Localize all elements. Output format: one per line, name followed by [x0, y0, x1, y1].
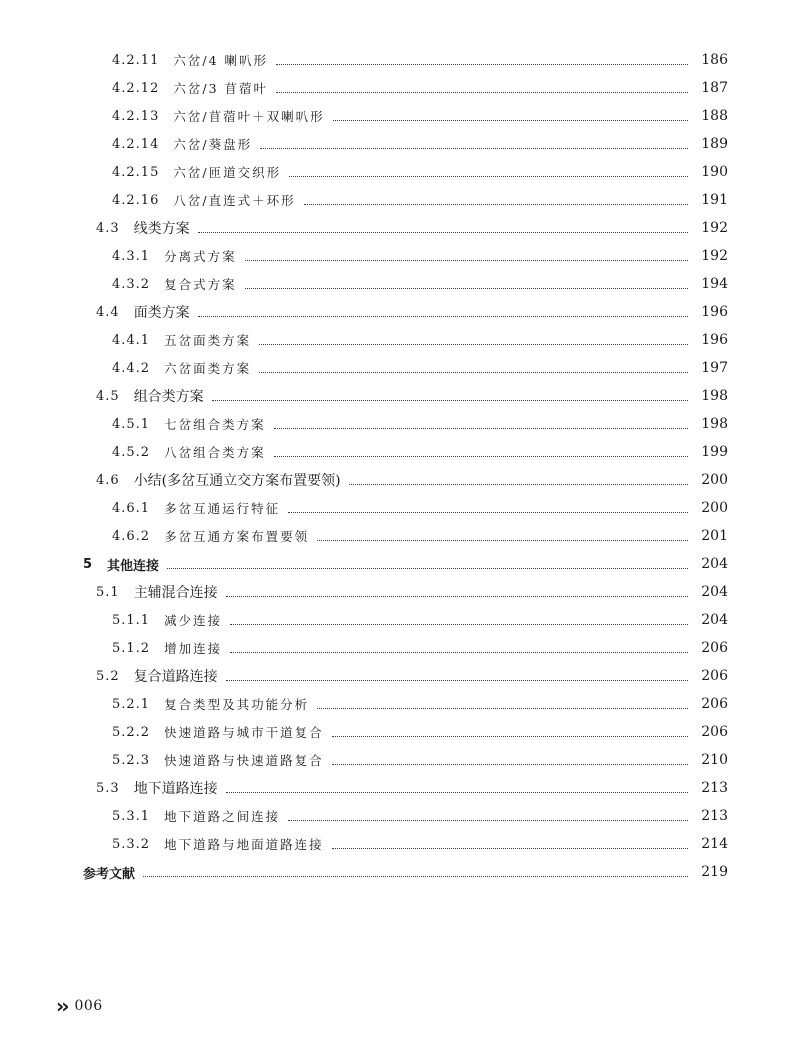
toc-entry-title: 六岔/匝道交织形 — [173, 165, 282, 180]
dot-leader — [289, 176, 688, 177]
toc-entry[interactable] — [0, 774, 790, 802]
dot-leader — [288, 512, 688, 513]
toc-entry-title: 参考文献 — [83, 866, 136, 882]
toc-entry-number: 5.3.2 — [112, 836, 151, 852]
toc-entry-title: 多岔互通运行特征 — [164, 501, 281, 516]
toc-entry[interactable] — [0, 354, 790, 382]
toc-entry-page: 206 — [701, 640, 728, 656]
toc-entry-title: 快速道路与快速道路复合 — [164, 753, 324, 768]
toc-entry-page: 190 — [701, 164, 728, 180]
page-footer — [56, 994, 103, 1018]
toc-entry-page: 199 — [701, 444, 728, 460]
toc-entry-title: 复合类型及其功能分析 — [164, 697, 310, 712]
toc-entry[interactable] — [0, 466, 790, 494]
toc-entry-number: 4.5 — [96, 388, 120, 404]
toc-entry[interactable] — [0, 802, 790, 830]
dot-leader — [245, 288, 688, 289]
dot-leader — [332, 848, 688, 849]
dot-leader — [198, 316, 688, 317]
toc-entry-title: 小结(多岔互通立交方案布置要领) — [133, 473, 341, 489]
toc-entry-number: 4.6 — [96, 472, 120, 488]
toc-entry-title: 其他连接 — [107, 558, 160, 574]
dot-leader — [245, 260, 688, 261]
toc-entry-number: 5.3 — [96, 780, 120, 796]
toc-entry-number: 4.2.11 — [112, 52, 160, 68]
toc-entry-title: 五岔面类方案 — [164, 333, 252, 348]
toc-entry[interactable] — [0, 578, 790, 606]
toc-entry[interactable] — [0, 410, 790, 438]
dot-leader — [349, 484, 688, 485]
dot-leader — [226, 680, 688, 681]
toc-entry-number: 4.2.16 — [112, 192, 160, 208]
dot-leader — [143, 876, 688, 877]
dot-leader — [276, 92, 688, 93]
toc-entry[interactable] — [0, 270, 790, 298]
dot-leader — [230, 652, 688, 653]
dot-leader — [260, 148, 688, 149]
toc-entry-page: 219 — [701, 864, 728, 880]
dot-leader — [259, 372, 688, 373]
toc-entry-title: 复合道路连接 — [133, 669, 218, 685]
dot-leader — [288, 820, 688, 821]
toc-entry-page: 189 — [701, 136, 728, 152]
toc-entry-page: 213 — [701, 808, 728, 824]
dot-leader — [332, 736, 688, 737]
toc-entry-number: 4.5.2 — [112, 444, 151, 460]
toc-entry-title: 地下道路之间连接 — [164, 809, 281, 824]
toc-entry-number: 5 — [83, 556, 94, 572]
toc-entry-number: 5.3.1 — [112, 808, 151, 824]
dot-leader — [274, 428, 688, 429]
toc-entry-number: 5.1.2 — [112, 640, 151, 656]
toc-entry-title: 多岔互通方案布置要领 — [164, 529, 310, 544]
toc-entry-title: 七岔组合类方案 — [164, 417, 266, 432]
toc-entry[interactable] — [0, 158, 790, 186]
toc-entry-title: 地下道路与地面道路连接 — [164, 837, 324, 852]
toc-entry-page: 192 — [701, 220, 728, 236]
toc-entry-page: 200 — [701, 472, 728, 488]
toc-entry-title: 减少连接 — [164, 613, 223, 628]
toc-entry[interactable] — [0, 606, 790, 634]
toc-entry-number: 4.2.12 — [112, 80, 160, 96]
toc-entry-title: 分离式方案 — [164, 249, 237, 264]
dot-leader — [167, 568, 688, 569]
toc-entry-title: 快速道路与城市干道复合 — [164, 725, 324, 740]
toc-entry-page: 196 — [701, 332, 728, 348]
toc-entry[interactable] — [0, 522, 790, 550]
page-number: 006 — [74, 998, 103, 1014]
dot-leader — [333, 120, 688, 121]
toc-entry[interactable] — [0, 214, 790, 242]
dot-leader — [276, 64, 688, 65]
toc-entry-title: 组合类方案 — [133, 389, 204, 405]
toc-entry-number: 4.2.13 — [112, 108, 160, 124]
toc-entry[interactable] — [0, 662, 790, 690]
toc-entry[interactable] — [0, 130, 790, 158]
toc-entry-number: 4.4.2 — [112, 360, 151, 376]
toc-entry[interactable] — [0, 46, 790, 74]
toc-entry[interactable] — [0, 718, 790, 746]
toc-entry-page: 188 — [701, 108, 728, 124]
toc-entry-page: 192 — [701, 248, 728, 264]
toc-entry-page: 187 — [701, 80, 728, 96]
toc-entry-page: 198 — [701, 388, 728, 404]
toc-entry[interactable] — [0, 186, 790, 214]
toc-entry-number: 4.3.2 — [112, 276, 151, 292]
toc-entry-number: 4.4 — [96, 304, 120, 320]
toc-entry[interactable] — [0, 326, 790, 354]
dot-leader — [259, 344, 688, 345]
toc-entry-number: 5.2.3 — [112, 752, 151, 768]
toc-entry[interactable] — [0, 494, 790, 522]
toc-entry-title: 地下道路连接 — [133, 781, 218, 797]
toc-entry-number: 4.2.15 — [112, 164, 160, 180]
dot-leader — [332, 764, 688, 765]
toc-entry-page: 206 — [701, 696, 728, 712]
toc-entry-page: 197 — [701, 360, 728, 376]
toc-entry-page: 196 — [701, 304, 728, 320]
toc-entry[interactable] — [0, 382, 790, 410]
dot-leader — [274, 456, 688, 457]
toc-entry-page: 191 — [701, 192, 728, 208]
toc-entry-number: 5.2.1 — [112, 696, 151, 712]
toc-entry[interactable] — [0, 102, 790, 130]
dot-leader — [304, 204, 688, 205]
toc-entry-number: 5.2 — [96, 668, 120, 684]
toc-entry[interactable] — [0, 634, 790, 662]
toc-entry-page: 198 — [701, 416, 728, 432]
double-chevron-right-icon: ›› — [56, 994, 67, 1018]
dot-leader — [230, 624, 688, 625]
toc-entry-title: 六岔面类方案 — [164, 361, 252, 376]
toc-entry-page: 214 — [701, 836, 728, 852]
toc-entry-page: 204 — [701, 612, 728, 628]
toc-entry-title: 六岔/苜蓿叶＋双喇叭形 — [173, 109, 325, 124]
toc-entry-page: 204 — [701, 556, 728, 572]
toc-entry-page: 200 — [701, 500, 728, 516]
toc-entry-number: 5.1.1 — [112, 612, 151, 628]
toc-entry-page: 186 — [701, 52, 728, 68]
toc-entry-number: 4.3.1 — [112, 248, 151, 264]
toc-entry[interactable] — [0, 438, 790, 466]
toc-entry[interactable] — [0, 746, 790, 774]
toc-entry-page: 201 — [701, 528, 728, 544]
toc-entry-number: 5.1 — [96, 584, 120, 600]
dot-leader — [226, 792, 688, 793]
table-of-contents — [0, 46, 790, 886]
toc-entry-title: 六岔/4 喇叭形 — [173, 53, 268, 68]
toc-entry-page: 204 — [701, 584, 728, 600]
toc-entry[interactable] — [0, 298, 790, 326]
toc-entry-page: 206 — [701, 724, 728, 740]
toc-entry-page: 213 — [701, 780, 728, 796]
toc-entry[interactable] — [0, 74, 790, 102]
toc-entry-title: 增加连接 — [164, 641, 223, 656]
toc-entry-title: 八岔/直连式＋环形 — [173, 193, 296, 208]
toc-entry-number: 4.6.2 — [112, 528, 151, 544]
dot-leader — [212, 400, 688, 401]
toc-entry-number: 4.3 — [96, 220, 120, 236]
toc-entry-number: 4.6.1 — [112, 500, 151, 516]
toc-entry-title: 面类方案 — [133, 305, 190, 321]
toc-entry-number: 4.5.1 — [112, 416, 151, 432]
toc-entry-title: 主辅混合连接 — [133, 585, 218, 601]
toc-entry[interactable] — [0, 858, 790, 886]
toc-entry-number: 5.2.2 — [112, 724, 151, 740]
toc-entry[interactable] — [0, 242, 790, 270]
toc-entry[interactable] — [0, 690, 790, 718]
toc-entry-number: 4.2.14 — [112, 136, 160, 152]
toc-entry[interactable] — [0, 830, 790, 858]
dot-leader — [226, 596, 688, 597]
toc-entry-number: 4.4.1 — [112, 332, 151, 348]
toc-entry-title: 六岔/3 苜蓿叶 — [173, 81, 268, 96]
toc-entry[interactable] — [0, 550, 790, 578]
toc-entry-title: 线类方案 — [133, 221, 190, 237]
toc-entry-title: 复合式方案 — [164, 277, 237, 292]
toc-entry-page: 206 — [701, 668, 728, 684]
dot-leader — [198, 232, 688, 233]
dot-leader — [317, 540, 688, 541]
toc-entry-title: 八岔组合类方案 — [164, 445, 266, 460]
toc-entry-page: 210 — [701, 752, 728, 768]
dot-leader — [317, 708, 688, 709]
toc-entry-title: 六岔/葵盘形 — [173, 137, 253, 152]
toc-entry-page: 194 — [701, 276, 728, 292]
